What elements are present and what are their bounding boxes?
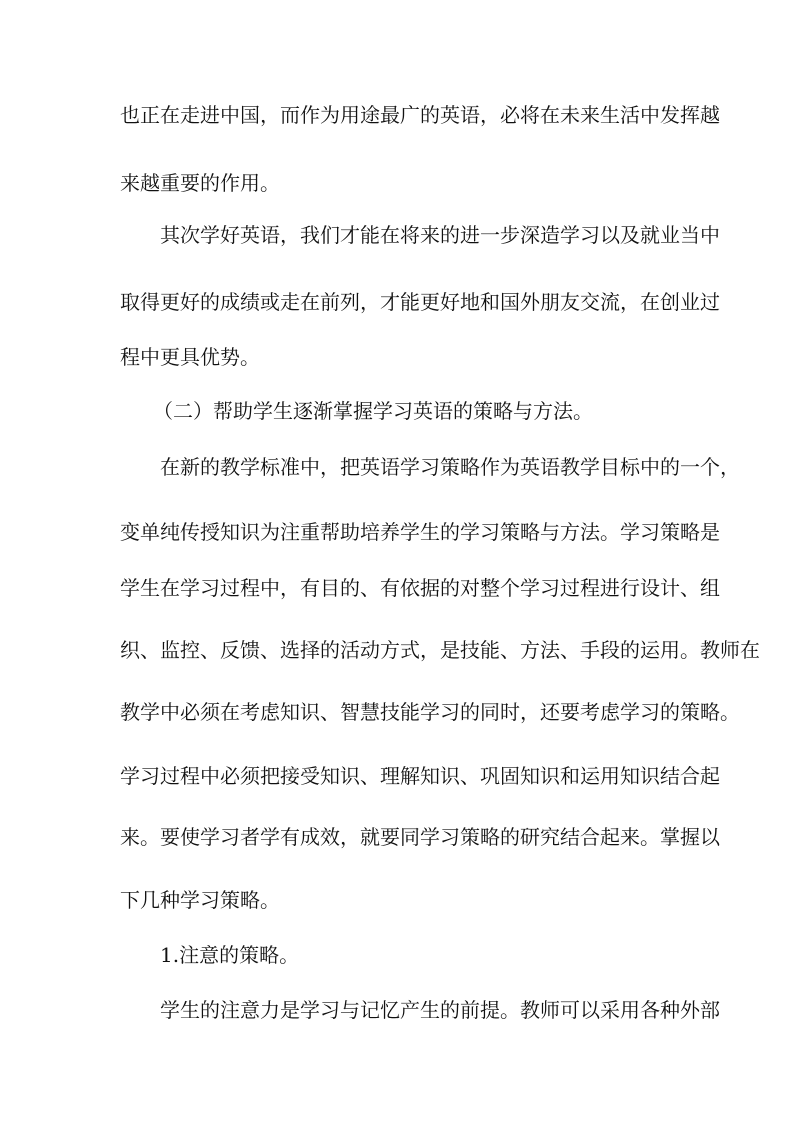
text-line: 来。要使学习者学有成效，就要同学习策略的研究结合起来。掌握以 [120, 825, 720, 849]
text-line: 变单纯传授知识为注重帮助培养学生的学习策略与方法。学习策略是 [120, 520, 720, 544]
paragraph-first-line: 在新的教学标准中，把英语学习策略作为英语教学目标中的一个， [160, 455, 740, 479]
text-line: 取得更好的成绩或走在前列，才能更好地和国外朋友交流，在创业过 [120, 290, 720, 314]
text-line: 学习过程中必须把接受知识、理解知识、巩固知识和运用知识结合起 [120, 764, 720, 788]
subsection-heading: 1.注意的策略。 [160, 943, 300, 967]
text-line: 教学中必须在考虑知识、智慧技能学习的同时，还要考虑学习的策略。 [120, 700, 740, 724]
text-line: 织、监控、反馈、选择的活动方式，是技能、方法、手段的运用。教师在 [120, 638, 760, 662]
text-line: 学生在学习过程中，有目的、有依据的对整个学习过程进行设计、组 [120, 576, 720, 600]
text-line: 下几种学习策略。 [120, 888, 280, 912]
paragraph-first-line: 学生的注意力是学习与记忆产生的前提。教师可以采用各种外部 [160, 998, 720, 1022]
text-line: 程中更具优势。 [120, 345, 260, 369]
section-heading: （二）帮助学生逐渐掌握学习英语的策略与方法。 [153, 399, 593, 423]
text-line: 也正在走进中国，而作为用途最广的英语，必将在未来生活中发挥越 [120, 103, 720, 127]
text-line: 来越重要的作用。 [120, 171, 280, 195]
paragraph-first-line: 其次学好英语，我们才能在将来的进一步深造学习以及就业当中 [160, 223, 720, 247]
